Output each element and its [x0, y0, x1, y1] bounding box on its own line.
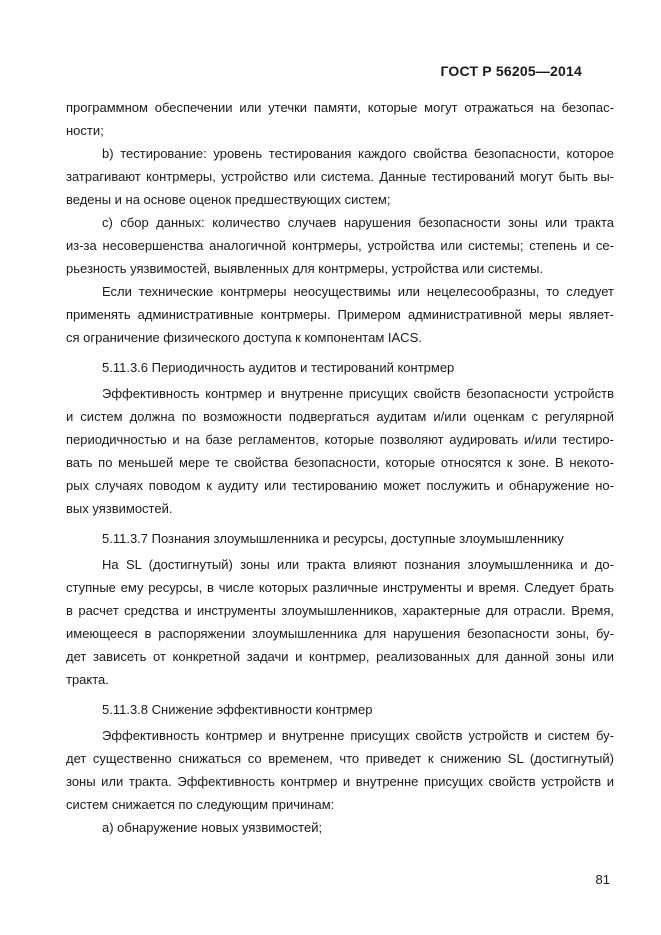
- text-line: зоны или тракта. Эффективность контрмер и внутренне присущих свойств устройств и: [66, 774, 614, 789]
- text-line: Эффективность контрмер и внутренне присущих свойств устройств и систем бу-: [102, 728, 614, 743]
- text-line: b) тестирование: уровень тестирования каждого свойства безопасности, которое: [102, 146, 614, 161]
- text-line: дет существенно снижаться со временем, что приведет к снижению SL (достигнутый): [66, 751, 614, 766]
- section-heading: [66, 527, 614, 550]
- text-line: ности;: [66, 123, 104, 138]
- text-line: а) обнаружение новых уязвимостей;: [102, 820, 323, 835]
- text-line: дет зависеть от конкретной задачи и контрмер, реализованных для данной зоны или: [66, 649, 614, 664]
- text-line: систем снижается по следующим причинам:: [66, 797, 335, 812]
- text-line: имеющееся в распоряжении злоумышленника для нарушения безопасности зоны, бу-: [66, 626, 614, 641]
- paragraph: [66, 553, 614, 691]
- paragraph: [66, 280, 614, 349]
- text-line: ся ограничение физического доступа к компонентам IACS.: [66, 330, 422, 345]
- text-line: периодичностью и на базе регламентов, которые позволяют аудировать и/или тестиро-: [66, 432, 614, 447]
- text-line: в расчет средства и инструменты злоумышленников, характерные для отрасли. Время,: [66, 603, 614, 618]
- section-heading: [66, 356, 614, 379]
- paragraph: [66, 211, 614, 280]
- paragraph: [66, 142, 614, 211]
- text-line: Если технические контрмеры неосуществимы или нецелесообразны, то следует: [102, 284, 614, 299]
- text-line: применять административные контрмеры. Примером административной меры являет-: [66, 307, 614, 322]
- text-line: Эффективность контрмер и внутренне присущих свойств безопасности устройств: [102, 386, 614, 401]
- text-line: На SL (достигнутый) зоны или тракта влияют познания злоумышленника и до-: [102, 557, 614, 572]
- text-line: затрагивают контрмеры, устройство или система. Данные тестирований могут быть вы-: [66, 169, 614, 184]
- document-body: [66, 96, 614, 839]
- text-line: рьезность уязвимостей, выявленных для контрмеры, устройства или системы.: [66, 261, 544, 276]
- text-line: тракта.: [66, 672, 109, 687]
- text-line: ведены и на основе оценок предшествующих систем;: [66, 192, 391, 207]
- heading-text: 5.11.3.8 Снижение эффективности контрмер: [102, 702, 373, 717]
- section-heading: [66, 698, 614, 721]
- heading-text: 5.11.3.6 Периодичность аудитов и тестирований контрмер: [102, 360, 455, 375]
- document-code-header: ГОСТ Р 56205—2014: [440, 63, 582, 79]
- paragraph: [66, 816, 614, 839]
- heading-text: 5.11.3.7 Познания злоумышленника и ресурсы, доступные злоумышленнику: [102, 531, 564, 546]
- text-line: ступные ему ресурсы, в числе которых различные инструменты и время. Следует брать: [66, 580, 614, 595]
- text-line: вых уязвимостей.: [66, 501, 173, 516]
- paragraph: [66, 382, 614, 520]
- text-line: из-за несовершенства аналогичной контрмеры, устройства или системы; степень и се-: [66, 238, 614, 253]
- text-line: вать по меньшей мере те свойства безопасности, которые относятся к зоне. В некото-: [66, 455, 614, 470]
- page-number: 81: [595, 872, 610, 887]
- text-line: программном обеспечении или утечки памяти, которые могут отражаться на безопас-: [66, 100, 614, 115]
- text-line: рых случаях поводом к аудиту или тестированию может послужить и обнаружение но-: [66, 478, 614, 493]
- paragraph: [66, 96, 614, 142]
- text-line: и систем должна по возможности подвергаться аудитам и/или оценкам с регулярной: [66, 409, 614, 424]
- text-line: с) сбор данных: количество случаев нарушения безопасности зоны или тракта: [102, 215, 614, 230]
- paragraph: [66, 724, 614, 816]
